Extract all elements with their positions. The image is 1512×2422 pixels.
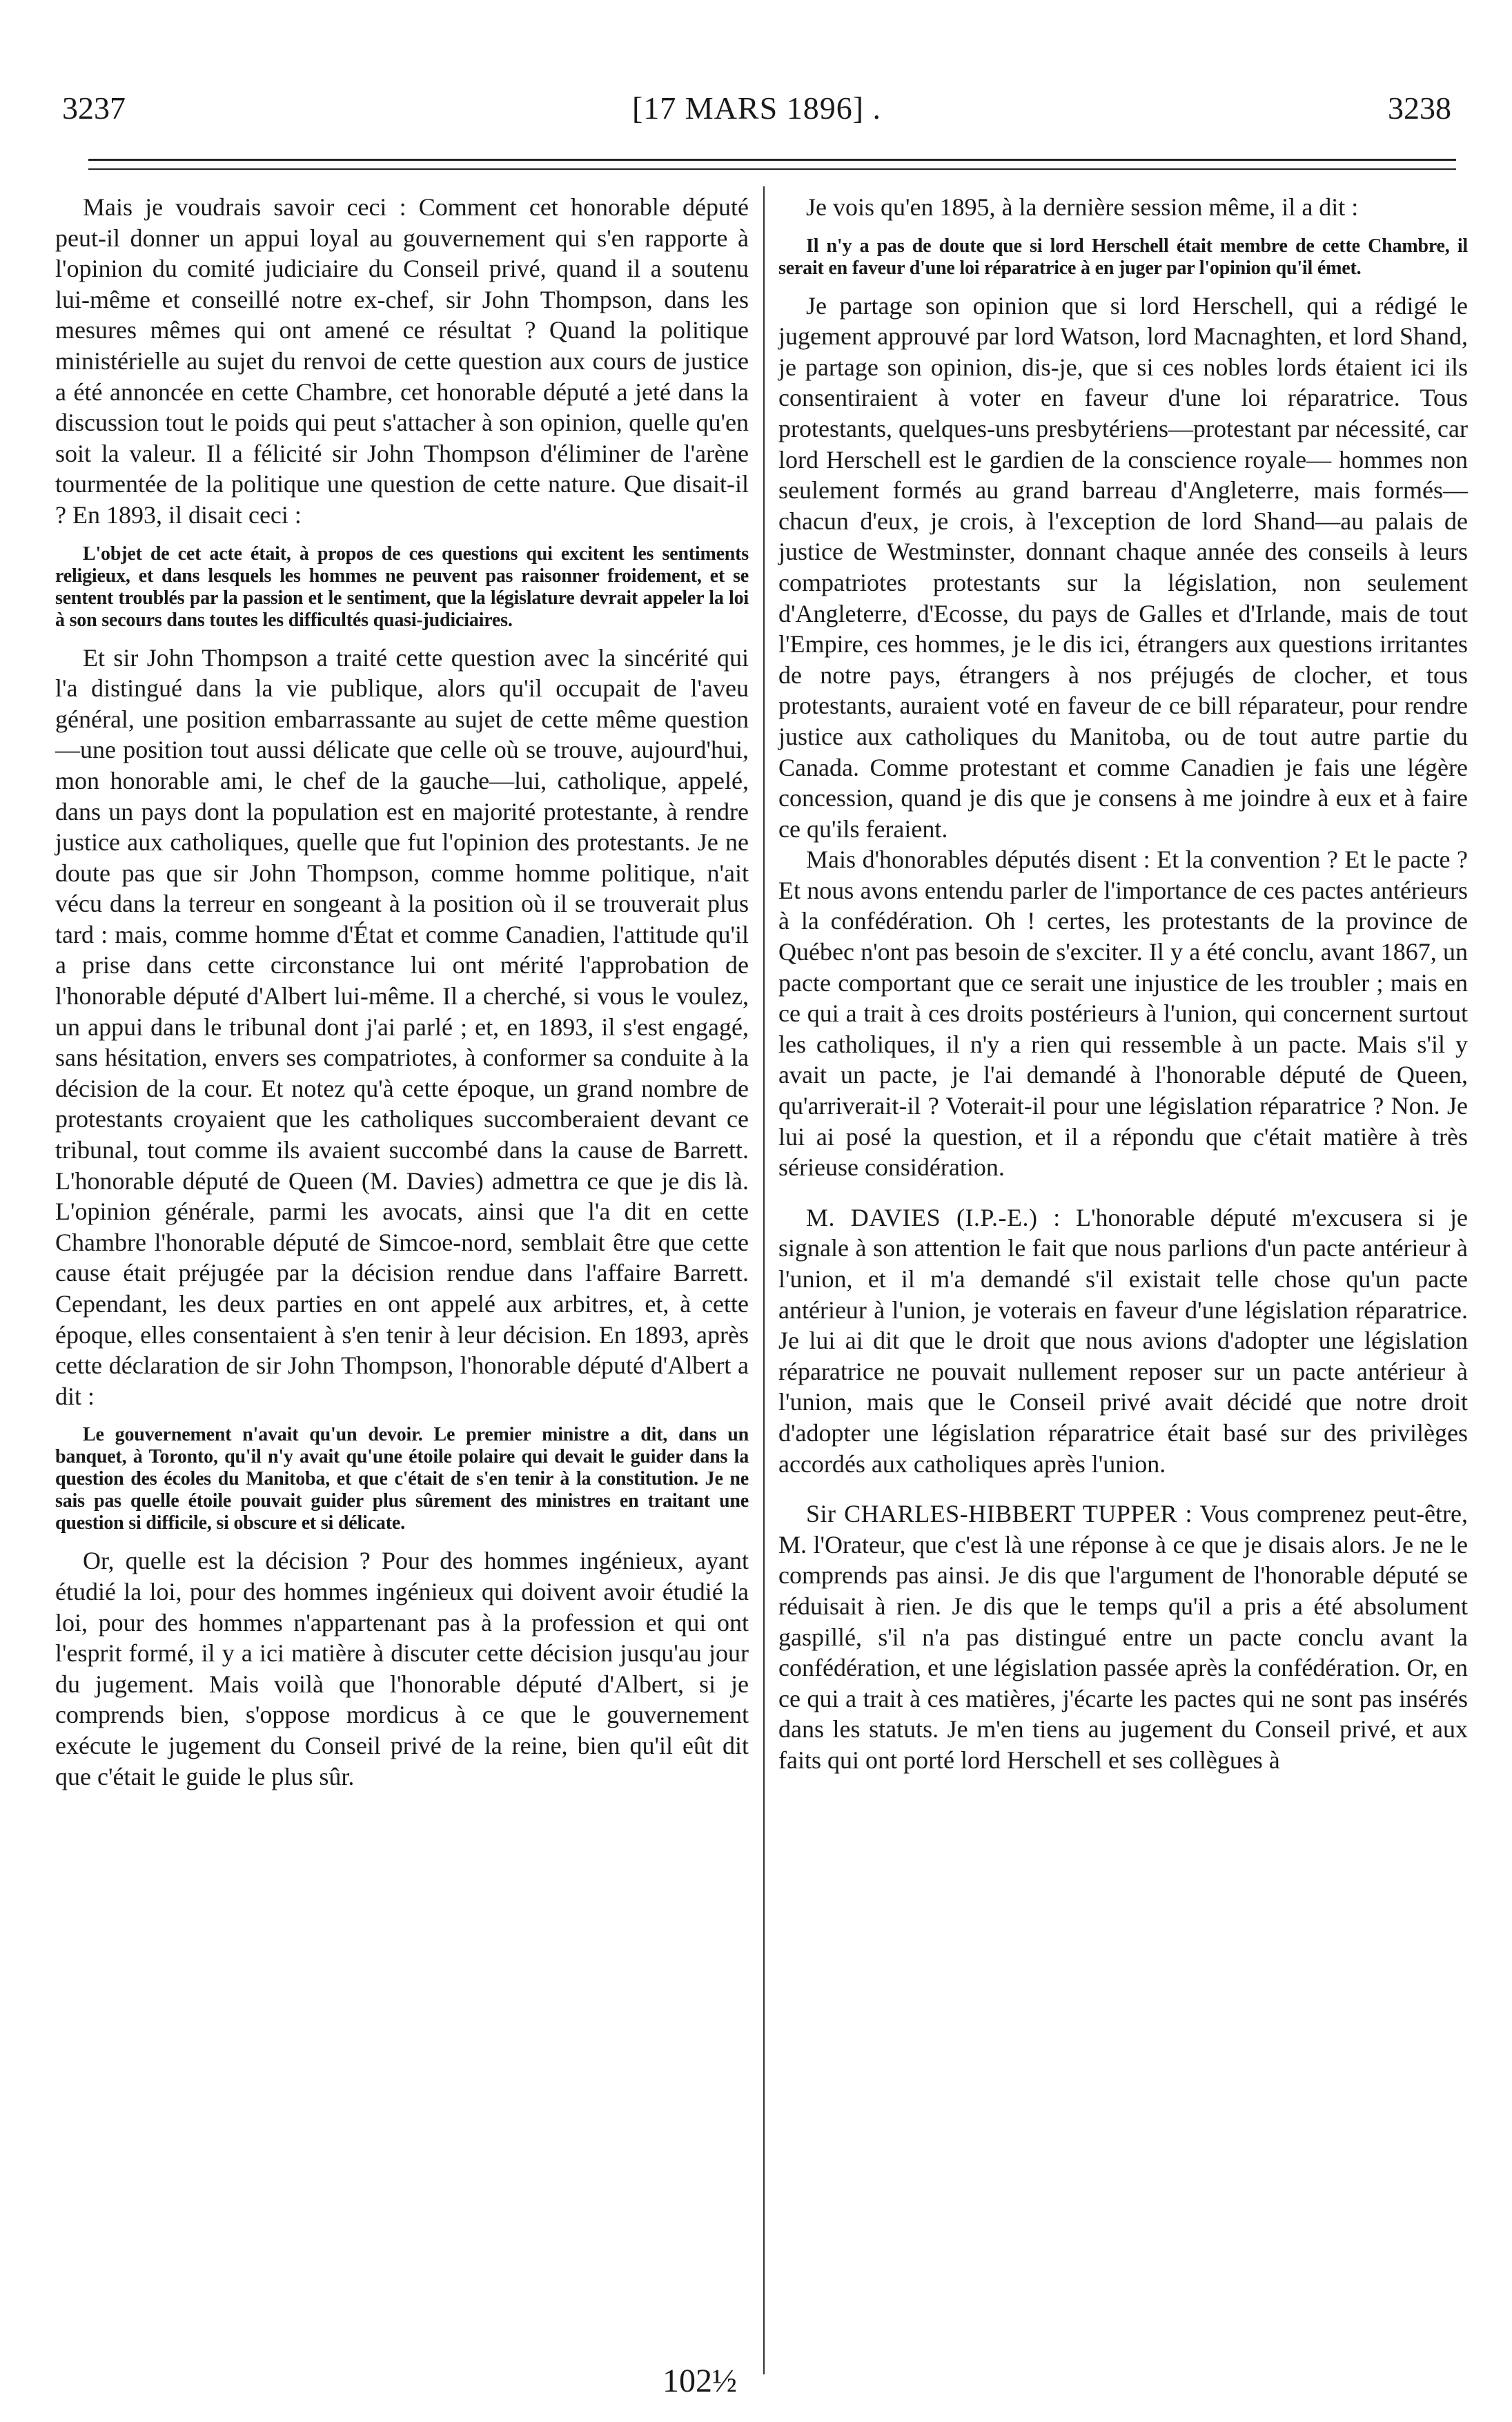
header-date: [17 MARS 1896] .	[631, 90, 882, 126]
tupper-speech-text: Vous comprenez peut-être, M. l'Orateur, que c'est là une réponse à ce que je disais alors. Je ne le comprends pas ainsi. Je dis que l'argument de l'honorable député se réduisait à rien. Je dis que le temps qu'il a pris a été absolument gaspillé, s'il n'a pas distingué entre un pacte conclu avant la confédération, et une législation passée après la confédération. Or, en ce qui a trait à ces matières, j'écarte les pactes qui ne sont pas insérés dans les statuts. Je m'en tiens au jugement du Conseil privé, et aux faits qui ont porté lord Herschell et ses collègues à	[778, 1500, 1468, 1774]
page-header	[62, 90, 1451, 131]
right-column	[778, 192, 1468, 1776]
left-paragraph-3: Or, quelle est la décision ? Pour des hommes ingénieux, ayant étudié la loi, pour des hommes ingénieux qui doivent avoir étudié la loi, pour des hommes n'appartenant pas à la profession et qui ont l'esprit formé, il y a ici matière à discuter cette décision jusqu'au jour du jugement. Mais voilà que l'honorable député d'Albert, si je comprends bien, s'oppose mordicus à ce que le gouvernement exécute le jugement du Conseil privé de la reine, bien qu'il eût dit que c'était le guide le plus sûr.	[55, 1547, 749, 1790]
section-gap	[778, 1479, 1468, 1498]
header-rule-thick	[88, 159, 1456, 161]
header-rule-thin	[88, 168, 1456, 170]
left-column	[55, 192, 749, 1792]
davies-speech	[778, 1202, 1468, 1479]
speaker-davies: M. DAVIES (I.P.-E.) :	[806, 1203, 1061, 1231]
column-divider	[763, 186, 765, 2374]
left-quote-2: Le gouvernement n'avait qu'un devoir. Le premier ministre a dit, dans un banquet, à Toronto, qu'il n'y avait qu'une étoile polaire qui devait le guider dans la question des écoles du Manitoba, et que c'était de s'en tenir à la constitution. Je ne sais pas quelle étoile pouvait guider plus sûrement des ministres en traitant une question si difficile, si obscure et si délicate.	[55, 1424, 749, 1534]
header-dot: .	[872, 90, 882, 126]
left-paragraph-1: Mais je voudrais savoir ceci : Comment cet honorable député peut-il donner un appui loyal au gouvernement qui s'en rapporte à l'opinion du comité judiciaire du Conseil privé, quand il a soutenu lui-même et conseillé notre ex-chef, sir John Thompson, dans les mesures mêmes qui ont amené ce résultat ? Quand la politique ministérielle au sujet du renvoi de cette question aux cours de justice a été annoncée en cette Chambre, cet honorable député a jeté dans la discussion tout le poids qui peut s'attacher à son opinion, quelle qu'en soit la valeur. Il a félicité sir John Thompson d'éliminer de l'arène tourmentée de la politique une question de cette nature. Que disait-il ? En 1893, il disait ceci :	[55, 193, 749, 529]
left-paragraph-2: Et sir John Thompson a traité cette question avec la sincérité qui l'a distingué dans la vie publique, alors qu'il occupait de l'aveu général, une position embarrassante au sujet de cette même question—une position tout aussi délicate que celle où se trouve, aujourd'hui, mon honorable ami, le chef de la gauche—lui, catholique, appelé, dans un pays dont la population est en majorité protestante, à rendre justice aux catholiques, quelle que fut l'opinion des protestants. Je ne doute pas que sir John Thompson, comme homme politique, n'ait vécu dans la terreur en songeant à la position où il se trouverait plus tard : mais, comme homme d'État et comme Canadien, l'attitude qu'il a prise dans cette circonstance lui ont mérité l'approbation de l'honorable député d'Albert lui-même. Il a cherché, si vous le voulez, un appui dans le tribunal dont j'ai parlé ; et, en 1893, il s'est engagé, sans hésitation, envers ses compatriotes, à conformer sa conduite à la décision de la cour. Et notez qu'à cette époque, un grand nombre de protestants croyaient que les catholiques succomberaient devant ce tribunal, tout comme ils avaient succombé dans la cause de Barrett. L'honorable député de Queen (M. Davies) admettra ce que je dis là. L'opinion générale, parmi les avocats, ainsi que l'a dit en cette Chambre l'honorable député de Simcoe-nord, semblait être que cette cause était préjugée par la décision rendue dans l'affaire Barrett. Cependant, les deux parties en ont appelé aux arbitres, et, à cette époque, elles consentaient à s'en tenir à leur décision. En 1893, après cette déclaration de sir John Thompson, l'honorable député d'Albert a dit :	[55, 643, 749, 1410]
left-quote-1: L'objet de cet acte était, à propos de ces questions qui excitent les sentiments religieux, et dans lesquels les hommes ne peuvent pas raisonner froidement, et se sentent troublés par la passion et le sentiment, que la législature devrait appeler la loi à son secours dans toutes les difficultés quasi-judiciaires.	[55, 543, 749, 631]
right-paragraph-1: Je vois qu'en 1895, à la dernière session même, il a dit :	[806, 193, 1359, 221]
davies-speech-text: L'honorable député m'excusera si je signale à son attention le fait que nous parlions d'un pacte antérieur à l'union, et il m'a demandé s'il existait telle chose qu'un pacte antérieur à l'union, je voterais en faveur d'une législation réparatrice. Je lui ai dit que le droit que nous avions d'adopter une législation réparatrice ne pouvait nullement reposer sur un pacte antérieur à l'union, mais que le Conseil privé avait décidé que notre droit d'adopter une législation réparatrice était basé sur des privilèges accordés aux catholiques après l'union.	[778, 1203, 1468, 1478]
tupper-speech	[778, 1498, 1468, 1775]
speaker-tupper: Sir CHARLES-HIBBERT TUPPER :	[806, 1500, 1193, 1528]
right-paragraph-3: Mais d'honorables députés disent : Et la convention ? Et le pacte ? Et nous avons entendu parler de l'importance de ces pactes antérieurs à la confédération. Oh ! certes, les protestants de la province de Québec n'ont pas besoin de s'exciter. Il y a été conclu, avant 1867, un pacte comportant que ce serait une injustice de les troubler ; mais en ce qui a trait à ces droits postérieurs à l'union, qui concernent surtout les catholiques, il n'y a rien qui ressemble à un pacte. Mais s'il y avait un pacte, je l'ai demandé à l'honorable député de Queen, qu'arriverait-il ? Voterait-il pour une législation réparatrice ? Non. Je lui ai posé la question, et il a répondu que c'était matière à très sérieuse considération.	[778, 846, 1468, 1182]
section-gap	[778, 1183, 1468, 1202]
right-quote-1: Il n'y a pas de doute que si lord Herschell était membre de cette Chambre, il serait en faveur d'une loi réparatrice à en juger par l'opinion qu'il émet.	[778, 235, 1468, 279]
right-page-number: 3238	[1388, 90, 1451, 126]
left-page-number: 3237	[62, 90, 126, 126]
folio-number: 102½	[662, 2363, 737, 2399]
right-paragraph-2: Je partage son opinion que si lord Herschell, qui a rédigé le jugement approuvé par lord Watson, lord Macnaghten, et lord Shand, je partage son opinion, dis-je, que si ces nobles lords étaient ici ils consentiraient à voter en faveur d'une loi réparatrice. Tous protestants, quelques-uns presbytériens—protestant par nécessité, car lord Herschell est le gardien de la conscience royale— hommes non seulement formés au grand barreau d'Angleterre, mais formés—chacun d'eux, je crois, à l'exception de lord Shand—au palais de justice de Westminster, donnant chaque année des conseils à leurs compatriotes protestants sur la législation, non seulement d'Angleterre, d'Ecosse, du pays de Galles et d'Irlande, mais de tout l'Empire, ces hommes, je le dis ici, étrangers aux questions irritantes de notre pays, étrangers à nos préjugés de clocher, et tous protestants, auraient voté en faveur de ce bill réparateur, pour rendre justice aux catholiques du Manitoba, ou de tout autre partie du Canada. Comme protestant et comme Canadien je fais une légère concession, quand je dis que je consens à me joindre à eux et à faire ce qu'ils feraient.	[778, 291, 1468, 843]
